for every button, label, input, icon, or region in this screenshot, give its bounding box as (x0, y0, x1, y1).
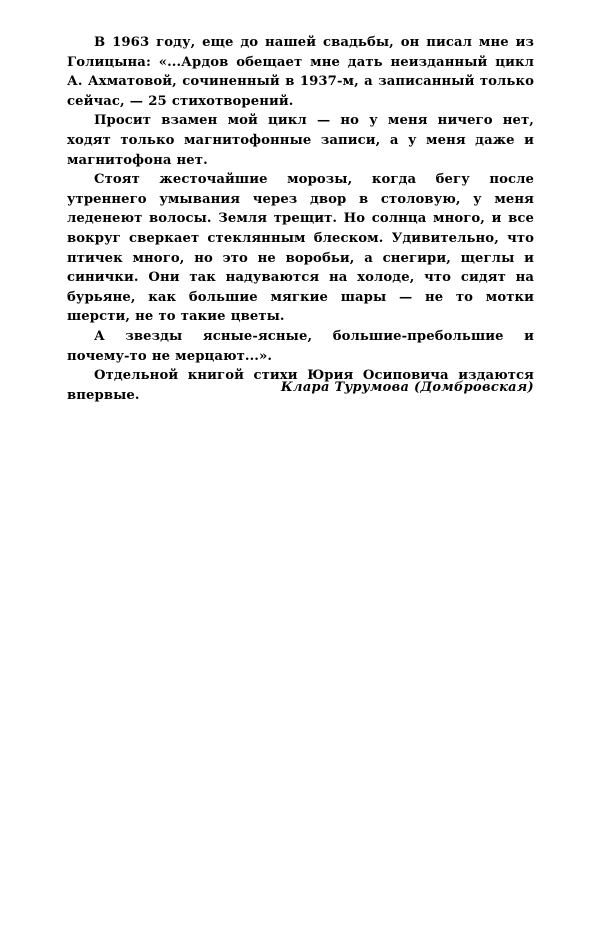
paragraph-3: Стоят жесточайшие морозы, когда бегу после утреннего умывания через двор в столовую, у меня леденеют волосы. Земля трещит. Но солнца много, и все вокруг сверкает стеклянным блеском. Удивительно, что птичек много, но это не воробьи, а снегири, щеглы и синички. Они так надуваются на холоде, что сидят на бурьяне, как большие мягкие шары — не то мотки шерсти, не то такие цветы. (67, 172, 534, 325)
author-signature: Клара Турумова (Домбровская) (280, 380, 534, 395)
body-text-block (67, 33, 534, 405)
paragraph-5: Отдельной книгой стихи Юрия Осиповича издаются впервые. (67, 368, 534, 403)
paragraph-4: А звезды ясные-ясные, большие-пребольшие и почему-то не мерцают...». (67, 328, 534, 364)
paragraph-2: Просит взамен мой цикл — но у меня ничего нет, ходят только магнитофонные записи, а у меня даже и магнитофона нет. (67, 113, 534, 168)
paragraph-1: В 1963 году, еще до нашей свадьбы, он писал мне из Голицына: «...Ардов обещает мне дать неизданный цикл А. Ахматовой, сочиненный в 1937-м, а записанный только сейчас, — 25 стихотворений. (67, 35, 534, 109)
